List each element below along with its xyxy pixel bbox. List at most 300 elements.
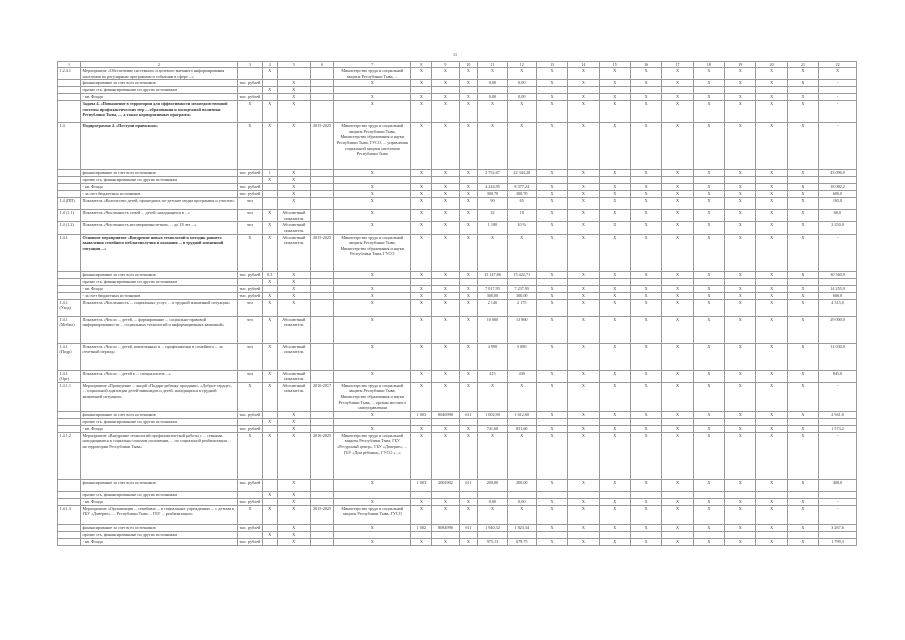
- row-name-cell: финансирование за счет всех источников: [81, 170, 238, 177]
- table-cell: тыс. рублей: [237, 170, 262, 177]
- table-cell: [311, 411, 334, 418]
- table-cell: [819, 491, 857, 498]
- table-cell: Х: [662, 538, 693, 545]
- table-cell: Х: [432, 191, 459, 198]
- table-cell: Х: [662, 80, 693, 87]
- table-cell: -: [819, 505, 857, 524]
- table-cell: [459, 491, 478, 498]
- table-cell: Х: [568, 101, 599, 123]
- table-cell: Х: [536, 101, 567, 123]
- table-cell: [693, 531, 724, 538]
- table-cell: -: [819, 123, 857, 170]
- table-cell: Х: [630, 498, 661, 505]
- table-cell: Министерство труда и социальной защиты Республики Тыва, Министерство образования и науки Республики Тыва, ... органы местного самоуправления: [334, 382, 411, 411]
- table-cell: Х: [432, 425, 459, 432]
- table-cell: Х: [599, 123, 630, 170]
- table-row: [58, 184, 857, 191]
- row-name-cell: прочие сть, финансированные по других источникам: [81, 278, 238, 285]
- row-name-cell: - кв. Фонда: [81, 425, 238, 432]
- table-cell: Х: [277, 505, 310, 524]
- table-cell: тыс. рублей: [237, 524, 262, 531]
- table-cell: Х: [662, 234, 693, 271]
- table-row: [58, 418, 857, 425]
- table-cell: 2 752,67: [478, 170, 507, 177]
- table-cell: Х: [459, 316, 478, 343]
- table-cell: [568, 278, 599, 285]
- table-cell: [432, 177, 459, 184]
- table-cell: Х: [277, 278, 310, 285]
- table-row: [58, 370, 857, 382]
- table-cell: [311, 299, 334, 316]
- table-cell: Х: [787, 316, 818, 343]
- table-cell: Х: [599, 505, 630, 524]
- table-cell: Х: [568, 222, 599, 234]
- table-cell: [819, 87, 857, 94]
- row-number-cell: 1.4.1.3: [58, 505, 81, 524]
- table-cell: Х: [459, 184, 478, 191]
- table-cell: Х: [459, 123, 478, 170]
- table-cell: Х: [662, 479, 693, 491]
- table-cell: Х: [536, 382, 567, 411]
- table-cell: Абсолютный показатель: [277, 382, 310, 411]
- table-cell: Х: [756, 425, 787, 432]
- table-cell: Х: [693, 505, 724, 524]
- table-cell: Х: [262, 234, 277, 271]
- table-cell: 1 002: [411, 524, 432, 531]
- table-cell: [819, 278, 857, 285]
- row-name-cell: Задача 4. «Повышение в территории для эффективности межведомственной системы профилактических мер ... образования и молодежной политики Республики Тыва, ..., а также корпоративных программ»: [81, 101, 238, 123]
- table-cell: [262, 479, 277, 491]
- table-cell: [756, 418, 787, 425]
- table-cell: [262, 498, 277, 505]
- table-cell: Х: [568, 411, 599, 418]
- table-cell: Х: [725, 94, 756, 101]
- table-cell: Х: [599, 80, 630, 87]
- table-row: [58, 210, 857, 222]
- table-cell: [311, 177, 334, 184]
- table-cell: Х: [787, 498, 818, 505]
- table-cell: Х: [693, 271, 724, 278]
- table-cell: Х: [568, 94, 599, 101]
- table-cell: Х: [432, 370, 459, 382]
- table-cell: 611: [459, 411, 478, 418]
- table-cell: -: [819, 382, 857, 411]
- table-cell: [787, 531, 818, 538]
- row-number-cell: [58, 191, 81, 198]
- table-cell: 13 860: [507, 316, 536, 343]
- table-cell: 600,0: [819, 292, 857, 299]
- table-cell: Х: [693, 425, 724, 432]
- table-cell: Х: [277, 418, 310, 425]
- table-cell: 1 180: [478, 222, 507, 234]
- table-cell: [478, 278, 507, 285]
- table-cell: 7 237,95: [507, 285, 536, 292]
- table-cell: Х: [459, 234, 478, 271]
- table-cell: Х: [756, 68, 787, 80]
- table-cell: Х: [693, 285, 724, 292]
- table-cell: Х: [411, 498, 432, 505]
- table-row: [58, 538, 857, 545]
- table-cell: Х: [568, 285, 599, 292]
- table-cell: [459, 278, 478, 285]
- table-cell: Х: [411, 370, 432, 382]
- table-cell: чел: [237, 210, 262, 222]
- column-number-cell: 19: [725, 62, 756, 68]
- table-cell: [411, 491, 432, 498]
- table-row: [58, 411, 857, 418]
- table-cell: [756, 531, 787, 538]
- table-cell: Х: [237, 382, 262, 411]
- table-cell: Х: [536, 198, 567, 210]
- table-cell: 2016-2017: [311, 382, 334, 411]
- table-cell: Х: [432, 285, 459, 292]
- table-cell: [411, 278, 432, 285]
- table-cell: Министерство труда и социальной защиты Республики Тыва, Министерство образования и науки Республики Тыва, ГУСО, ... управления социальной защиты населения Республики Тыва: [334, 123, 411, 170]
- table-cell: [568, 491, 599, 498]
- table-cell: Х: [662, 94, 693, 101]
- table-cell: [568, 87, 599, 94]
- table-cell: Х: [568, 538, 599, 545]
- table-cell: Х: [411, 198, 432, 210]
- table-cell: 0,00: [478, 94, 507, 101]
- table-cell: [725, 418, 756, 425]
- table-cell: Х: [277, 94, 310, 101]
- table-cell: Х: [507, 432, 536, 479]
- column-number-cell: 15: [599, 62, 630, 68]
- table-cell: Х: [536, 234, 567, 271]
- table-cell: Х: [568, 524, 599, 531]
- table-cell: 300,00: [507, 292, 536, 299]
- table-cell: Х: [262, 123, 277, 170]
- table-cell: Х: [277, 101, 310, 123]
- table-cell: Х: [787, 234, 818, 271]
- row-name-cell: прочие сть, финансированные по других источникам: [81, 531, 238, 538]
- table-cell: Х: [432, 382, 459, 411]
- table-cell: [536, 278, 567, 285]
- table-cell: Х: [725, 123, 756, 170]
- table-cell: 200,00: [507, 479, 536, 491]
- table-cell: Х: [756, 505, 787, 524]
- table-cell: 300,70: [478, 191, 507, 198]
- table-cell: [507, 278, 536, 285]
- table-cell: Х: [725, 210, 756, 222]
- column-number-cell: 10: [459, 62, 478, 68]
- table-cell: Х: [787, 382, 818, 411]
- row-name-cell: Показатель «Численность семей ... детей, находящихся в ...»: [81, 210, 238, 222]
- table-cell: Х: [411, 210, 432, 222]
- table-cell: чел: [237, 198, 262, 210]
- table-cell: 18: [507, 210, 536, 222]
- table-cell: [693, 418, 724, 425]
- table-cell: [693, 278, 724, 285]
- table-cell: -: [819, 80, 857, 87]
- table-cell: Х: [237, 432, 262, 479]
- table-cell: Х: [787, 299, 818, 316]
- table-cell: Х: [334, 299, 411, 316]
- table-row: [58, 68, 857, 80]
- table-cell: Х: [787, 292, 818, 299]
- table-cell: Х: [334, 210, 411, 222]
- table-cell: 200,00: [478, 479, 507, 491]
- table-cell: Х: [662, 343, 693, 370]
- table-cell: Х: [599, 68, 630, 80]
- table-cell: [311, 222, 334, 234]
- table-cell: Х: [334, 292, 411, 299]
- table-row: [58, 285, 857, 292]
- table-body: [58, 62, 857, 546]
- table-cell: Х: [536, 292, 567, 299]
- table-cell: Х: [630, 80, 661, 87]
- table-cell: Х: [756, 80, 787, 87]
- table-cell: [459, 418, 478, 425]
- table-cell: Х: [536, 316, 567, 343]
- table-cell: Х: [630, 271, 661, 278]
- table-cell: Х: [459, 285, 478, 292]
- table-cell: Х: [756, 198, 787, 210]
- table-cell: Х: [599, 94, 630, 101]
- table-cell: тыс. рублей: [237, 285, 262, 292]
- table-cell: Х: [277, 531, 310, 538]
- table-cell: [262, 524, 277, 531]
- table-cell: Х: [693, 524, 724, 531]
- table-cell: Х: [262, 505, 277, 524]
- table-cell: [311, 538, 334, 545]
- table-cell: [459, 177, 478, 184]
- table-cell: Х: [568, 68, 599, 80]
- table-cell: [311, 498, 334, 505]
- table-cell: Х: [262, 382, 277, 411]
- table-cell: 1 940,32: [478, 524, 507, 531]
- row-number-cell: 1.4.1.2: [58, 432, 81, 479]
- table-cell: Х: [536, 498, 567, 505]
- row-number-cell: [58, 177, 81, 184]
- row-name-cell: Показатель «Число ... детей, вовлеченных в ... профилактики и семейного ... за отчетный период»: [81, 343, 238, 370]
- table-cell: 600,0: [819, 191, 857, 198]
- table-cell: тыс. рублей: [237, 498, 262, 505]
- table-cell: Х: [334, 191, 411, 198]
- table-cell: Х: [277, 299, 310, 316]
- table-cell: [568, 418, 599, 425]
- table-cell: Х: [334, 411, 411, 418]
- table-cell: 5 080: [507, 343, 536, 370]
- table-cell: Х: [756, 191, 787, 198]
- table-cell: чел: [237, 316, 262, 343]
- table-cell: 60,0: [819, 210, 857, 222]
- table-cell: Х: [262, 370, 277, 382]
- table-cell: Х: [693, 170, 724, 177]
- table-cell: Х: [411, 299, 432, 316]
- table-cell: Х: [599, 210, 630, 222]
- table-cell: [630, 278, 661, 285]
- table-cell: Х: [787, 370, 818, 382]
- row-name-cell: прочие сть, финансированные по других источникам: [81, 177, 238, 184]
- table-cell: [693, 177, 724, 184]
- table-cell: Х: [432, 538, 459, 545]
- table-cell: Х: [662, 299, 693, 316]
- table-cell: 12 030,0: [819, 343, 857, 370]
- table-cell: [334, 87, 411, 94]
- table-cell: -: [819, 234, 857, 271]
- table-cell: Х: [411, 343, 432, 370]
- table-cell: [756, 87, 787, 94]
- column-number-cell: 11: [478, 62, 507, 68]
- table-cell: [662, 531, 693, 538]
- table-cell: тыс. рублей: [237, 80, 262, 87]
- column-number-cell: 16: [630, 62, 661, 68]
- table-cell: Х: [507, 68, 536, 80]
- table-cell: Х: [459, 292, 478, 299]
- table-cell: Х: [599, 234, 630, 271]
- table-cell: Х: [662, 210, 693, 222]
- table-cell: Абсолютный показатель: [277, 234, 310, 271]
- table-cell: Х: [262, 299, 277, 316]
- row-number-cell: 1.4 (1.1): [58, 210, 81, 222]
- table-cell: Х: [432, 432, 459, 479]
- table-cell: Х: [630, 68, 661, 80]
- table-cell: Х: [568, 370, 599, 382]
- table-cell: Х: [277, 498, 310, 505]
- table-cell: Х: [277, 285, 310, 292]
- table-cell: Х: [599, 271, 630, 278]
- table-cell: Х: [756, 370, 787, 382]
- table-cell: [756, 278, 787, 285]
- table-cell: Х: [411, 123, 432, 170]
- table-cell: 1 799,3: [819, 538, 857, 545]
- table-cell: Х: [277, 479, 310, 491]
- page-number: 11: [452, 52, 458, 57]
- table-cell: 0,00: [478, 498, 507, 505]
- table-cell: [334, 278, 411, 285]
- table-cell: [819, 531, 857, 538]
- table-cell: 300,00: [478, 292, 507, 299]
- table-cell: Х: [630, 382, 661, 411]
- table-cell: Х: [787, 198, 818, 210]
- column-number-cell: 18: [693, 62, 724, 68]
- table-cell: Х: [599, 170, 630, 177]
- row-number-cell: 1.4.1: [58, 234, 81, 271]
- table-cell: [311, 370, 334, 382]
- table-cell: [459, 87, 478, 94]
- column-number-cell: 7: [334, 62, 411, 68]
- table-cell: Х: [262, 531, 277, 538]
- table-cell: Х: [756, 123, 787, 170]
- table-row: [58, 343, 857, 370]
- table-cell: Х: [630, 524, 661, 531]
- table-cell: [693, 87, 724, 94]
- table-cell: Х: [725, 184, 756, 191]
- column-number-cell: 8: [411, 62, 432, 68]
- column-number-cell: 13: [536, 62, 567, 68]
- table-cell: [536, 87, 567, 94]
- table-cell: Х: [262, 222, 277, 234]
- table-cell: [662, 491, 693, 498]
- table-row: [58, 425, 857, 432]
- table-row: [58, 292, 857, 299]
- table-cell: [568, 177, 599, 184]
- table-cell: Х: [568, 299, 599, 316]
- table-cell: Х: [725, 271, 756, 278]
- table-cell: Х: [568, 498, 599, 505]
- table-cell: Х: [787, 68, 818, 80]
- table-cell: Х: [277, 80, 310, 87]
- table-cell: [262, 184, 277, 191]
- table-cell: Х: [599, 299, 630, 316]
- table-cell: Х: [568, 292, 599, 299]
- table-cell: Х: [432, 498, 459, 505]
- table-cell: Х: [536, 210, 567, 222]
- table-cell: Х: [693, 479, 724, 491]
- table-cell: Х: [599, 316, 630, 343]
- table-cell: Х: [432, 210, 459, 222]
- table-cell: Х: [262, 292, 277, 299]
- table-cell: Х: [662, 184, 693, 191]
- row-number-cell: 1.4.1 (Орг): [58, 370, 81, 382]
- table-cell: Х: [262, 87, 277, 94]
- row-name-cell: Показатель «Численность ... социальных услуг, ... в трудной жизненной ситуации»: [81, 299, 238, 316]
- table-cell: [568, 531, 599, 538]
- table-cell: 1 003: [411, 479, 432, 491]
- table-cell: [432, 531, 459, 538]
- table-cell: Х: [568, 234, 599, 271]
- row-name-cell: - за счет бюджетных источников: [81, 191, 238, 198]
- table-cell: Х: [662, 191, 693, 198]
- table-cell: Х: [693, 80, 724, 87]
- table-cell: Х: [630, 191, 661, 198]
- table-cell: Х: [662, 498, 693, 505]
- table-cell: Х: [725, 170, 756, 177]
- table-cell: тыс. рублей: [237, 479, 262, 491]
- table-cell: Х: [432, 222, 459, 234]
- table-cell: 10 000: [478, 316, 507, 343]
- table-cell: Х: [459, 191, 478, 198]
- table-cell: Х: [568, 316, 599, 343]
- table-cell: [599, 87, 630, 94]
- table-cell: Х: [693, 411, 724, 418]
- table-cell: Х: [277, 87, 310, 94]
- table-cell: Х: [693, 370, 724, 382]
- column-number-cell: 4: [262, 62, 277, 68]
- table-cell: Х: [630, 432, 661, 479]
- table-cell: [237, 87, 262, 94]
- column-number-cell: 20: [756, 62, 787, 68]
- table-cell: Х: [411, 538, 432, 545]
- table-cell: Х: [725, 316, 756, 343]
- table-cell: Х: [568, 505, 599, 524]
- table-cell: Х: [237, 505, 262, 524]
- table-cell: Х: [568, 425, 599, 432]
- table-cell: Х: [459, 271, 478, 278]
- table-cell: 7 017,95: [478, 285, 507, 292]
- table-row: [58, 382, 857, 411]
- table-cell: [311, 531, 334, 538]
- table-cell: тыс. рублей: [237, 538, 262, 545]
- table-cell: Х: [507, 505, 536, 524]
- table-cell: [311, 94, 334, 101]
- table-cell: 29 000,0: [819, 316, 857, 343]
- table-cell: тыс. рублей: [237, 94, 262, 101]
- table-cell: Х: [662, 425, 693, 432]
- table-cell: Х: [459, 370, 478, 382]
- table-cell: Х: [478, 68, 507, 80]
- row-number-cell: [58, 184, 81, 191]
- table-cell: 2 250,0: [819, 222, 857, 234]
- row-name-cell: Показатель «Количество детей, прошедших по-детские медиа программы и участие»: [81, 198, 238, 210]
- table-cell: Х: [411, 101, 432, 123]
- table-cell: Абсолютный показатель: [277, 210, 310, 222]
- table-cell: Х: [411, 505, 432, 524]
- row-number-cell: [58, 479, 81, 491]
- table-cell: Х: [459, 382, 478, 411]
